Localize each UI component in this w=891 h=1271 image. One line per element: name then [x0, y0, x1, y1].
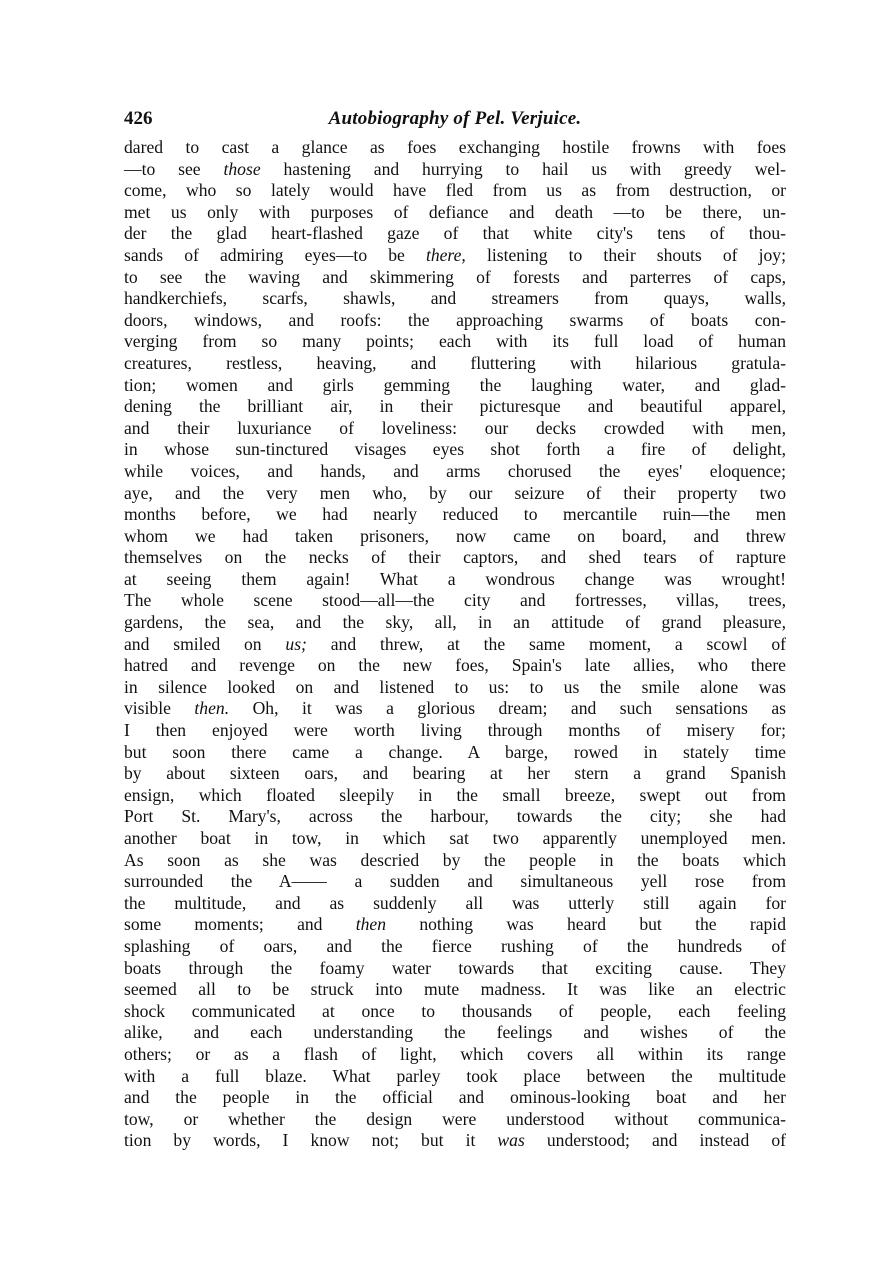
text-line [124, 655, 786, 677]
text-segment: understood; and instead of [524, 1130, 787, 1151]
text-line [124, 720, 786, 742]
text-line [124, 202, 786, 224]
text-line [124, 375, 786, 397]
text-segment: dening the brilliant air, in their picturesque and beautiful apparel, [124, 396, 786, 417]
text-segment: gardens, the sea, and the sky, all, in an attitude of grand pleasure, [124, 612, 786, 633]
page-number: 426 [124, 108, 153, 129]
text-segment: tion; women and girls gemming the laughing water, and glad- [124, 374, 786, 395]
text-line [124, 547, 786, 569]
text-segment: verging from so many points; each with its full load of human [124, 331, 786, 352]
text-segment: another boat in tow, in which sat two apparently unemployed men. [124, 828, 786, 848]
text-segment: boats through the foamy water towards that exciting cause. They [124, 957, 786, 978]
text-line [124, 914, 786, 936]
text-line [124, 353, 786, 375]
text-segment: months before, we had nearly reduced to mercantile ruin—the men [124, 504, 786, 525]
text-line [124, 763, 786, 785]
text-line [124, 1087, 786, 1109]
text-segment: dared to cast a glance as foes exchanging hostile frowns with foes [124, 137, 786, 157]
italic-text: then [355, 914, 387, 935]
text-segment: handkerchiefs, scarfs, shawls, and streamers from quays, walls, [124, 288, 786, 309]
text-segment: while voices, and hands, and arms chorused the eyes' eloquence; [124, 460, 786, 481]
italic-text: us; [285, 633, 307, 654]
text-line [124, 871, 786, 893]
text-segment: tow, or whether the design were understood without communica- [124, 1108, 786, 1129]
text-segment: alike, and each understanding the feelings and wishes of the [124, 1022, 786, 1043]
text-segment: sands of admiring eyes—to be [124, 244, 426, 265]
text-line [124, 267, 786, 289]
text-line [124, 806, 786, 828]
text-segment: doors, windows, and roofs: the approaching swarms of boats con- [124, 309, 786, 330]
text-segment: shock communicated at once to thousands of people, each feeling [124, 1000, 786, 1021]
text-line [124, 1001, 786, 1023]
text-line [124, 785, 786, 807]
text-line [124, 526, 786, 548]
text-segment: hastening and hurrying to hail us with greedy wel- [260, 158, 786, 179]
text-segment: Port St. Mary's, across the harbour, towards the city; she had [124, 806, 786, 827]
text-line [124, 569, 786, 591]
text-segment: in whose sun-tinctured visages eyes shot forth a fire of delight, [124, 439, 786, 460]
text-segment: the multitude, and as suddenly all was utterly still again for [124, 892, 786, 913]
text-line [124, 159, 786, 181]
text-segment: seemed all to be struck into mute madness. It was like an electric [124, 979, 786, 1000]
text-segment: met us only with purposes of defiance and death —to be there, un- [124, 201, 786, 222]
text-line [124, 1109, 786, 1131]
text-segment: surrounded the A—— a sudden and simultaneous yell rose from [124, 871, 786, 892]
italic-text: those [223, 158, 261, 179]
text-line [124, 979, 786, 1001]
text-line [124, 1044, 786, 1066]
text-segment: As soon as she was descried by the people in the boats which [124, 849, 786, 870]
text-segment: whom we had taken prisoners, now came on board, and threw [124, 525, 786, 546]
text-line [124, 958, 786, 980]
text-line [124, 634, 786, 656]
text-segment: nothing was heard but the rapid [386, 914, 786, 935]
text-segment: The whole scene stood—all—the city and fortresses, villas, trees, [124, 590, 786, 611]
text-segment: visible [124, 698, 195, 719]
text-segment: hatred and revenge on the new foes, Spain's late allies, who there [124, 655, 786, 676]
text-line [124, 1066, 786, 1088]
text-line [124, 893, 786, 915]
text-segment: aye, and the very men who, by our seizure of their property two [124, 482, 786, 503]
text-line [124, 310, 786, 332]
text-segment: creatures, restless, heaving, and fluttering with hilarious gratula- [124, 352, 786, 373]
text-line [124, 590, 786, 612]
text-segment: der the glad heart-flashed gaze of that white city's tens of thou- [124, 223, 786, 244]
text-line [124, 331, 786, 353]
text-line [124, 288, 786, 310]
italic-text: then. [194, 698, 230, 719]
text-line [124, 828, 786, 850]
text-segment: ensign, which floated sleepily in the small breeze, swept out from [124, 784, 786, 805]
text-segment: splashing of oars, and the fierce rushing of the hundreds of [124, 935, 786, 956]
text-line [124, 245, 786, 267]
text-segment: tion by words, I know not; but it [124, 1130, 498, 1151]
text-segment: come, who so lately would have fled from us as from destruction, or [124, 180, 786, 201]
text-segment: some moments; and [124, 914, 356, 935]
text-line [124, 936, 786, 958]
text-segment: and the people in the official and ominous-looking boat and her [124, 1087, 786, 1108]
text-line [124, 439, 786, 461]
text-line [124, 137, 786, 159]
text-segment: listening to their shouts of joy; [465, 244, 786, 265]
text-segment: with a full blaze. What parley took place between the multitude [124, 1065, 786, 1086]
text-line [124, 677, 786, 699]
italic-text: was [497, 1130, 525, 1151]
text-segment: Oh, it was a glorious dream; and such sensations as [229, 698, 786, 719]
book-page [124, 104, 786, 1152]
text-line [124, 612, 786, 634]
text-line [124, 504, 786, 526]
text-segment: to see the waving and skimmering of forests and parterres of caps, [124, 266, 786, 287]
text-segment: and threw, at the same moment, a scowl of [306, 633, 787, 654]
text-line [124, 223, 786, 245]
text-segment: I then enjoyed were worth living through months of misery for; [124, 720, 786, 741]
italic-text: there, [425, 244, 466, 265]
text-line [124, 180, 786, 202]
text-line [124, 1022, 786, 1044]
text-line [124, 698, 786, 720]
text-segment: at seeing them again! What a wondrous change was wrought! [124, 568, 786, 589]
text-line [124, 418, 786, 440]
text-segment: by about sixteen oars, and bearing at her stern a grand Spanish [124, 763, 786, 784]
text-segment: themselves on the necks of their captors, and shed tears of rapture [124, 547, 786, 568]
text-line [124, 396, 786, 418]
body-text [124, 137, 786, 1152]
text-line [124, 461, 786, 483]
text-segment: —to see [124, 158, 224, 179]
text-line [124, 483, 786, 505]
running-title: Autobiography of Pel. Verjuice. [328, 108, 582, 129]
text-segment: in silence looked on and listened to us: to us the smile alone was [124, 676, 786, 697]
text-segment: and smiled on [124, 633, 286, 654]
text-line [124, 742, 786, 764]
text-line [124, 850, 786, 872]
running-head [124, 104, 786, 134]
text-segment: others; or as a flash of light, which covers all within its range [124, 1043, 786, 1064]
text-segment: and their luxuriance of loveliness: our decks crowded with men, [124, 417, 786, 438]
text-line [124, 1130, 786, 1152]
text-segment: but soon there came a change. A barge, rowed in stately time [124, 741, 786, 762]
